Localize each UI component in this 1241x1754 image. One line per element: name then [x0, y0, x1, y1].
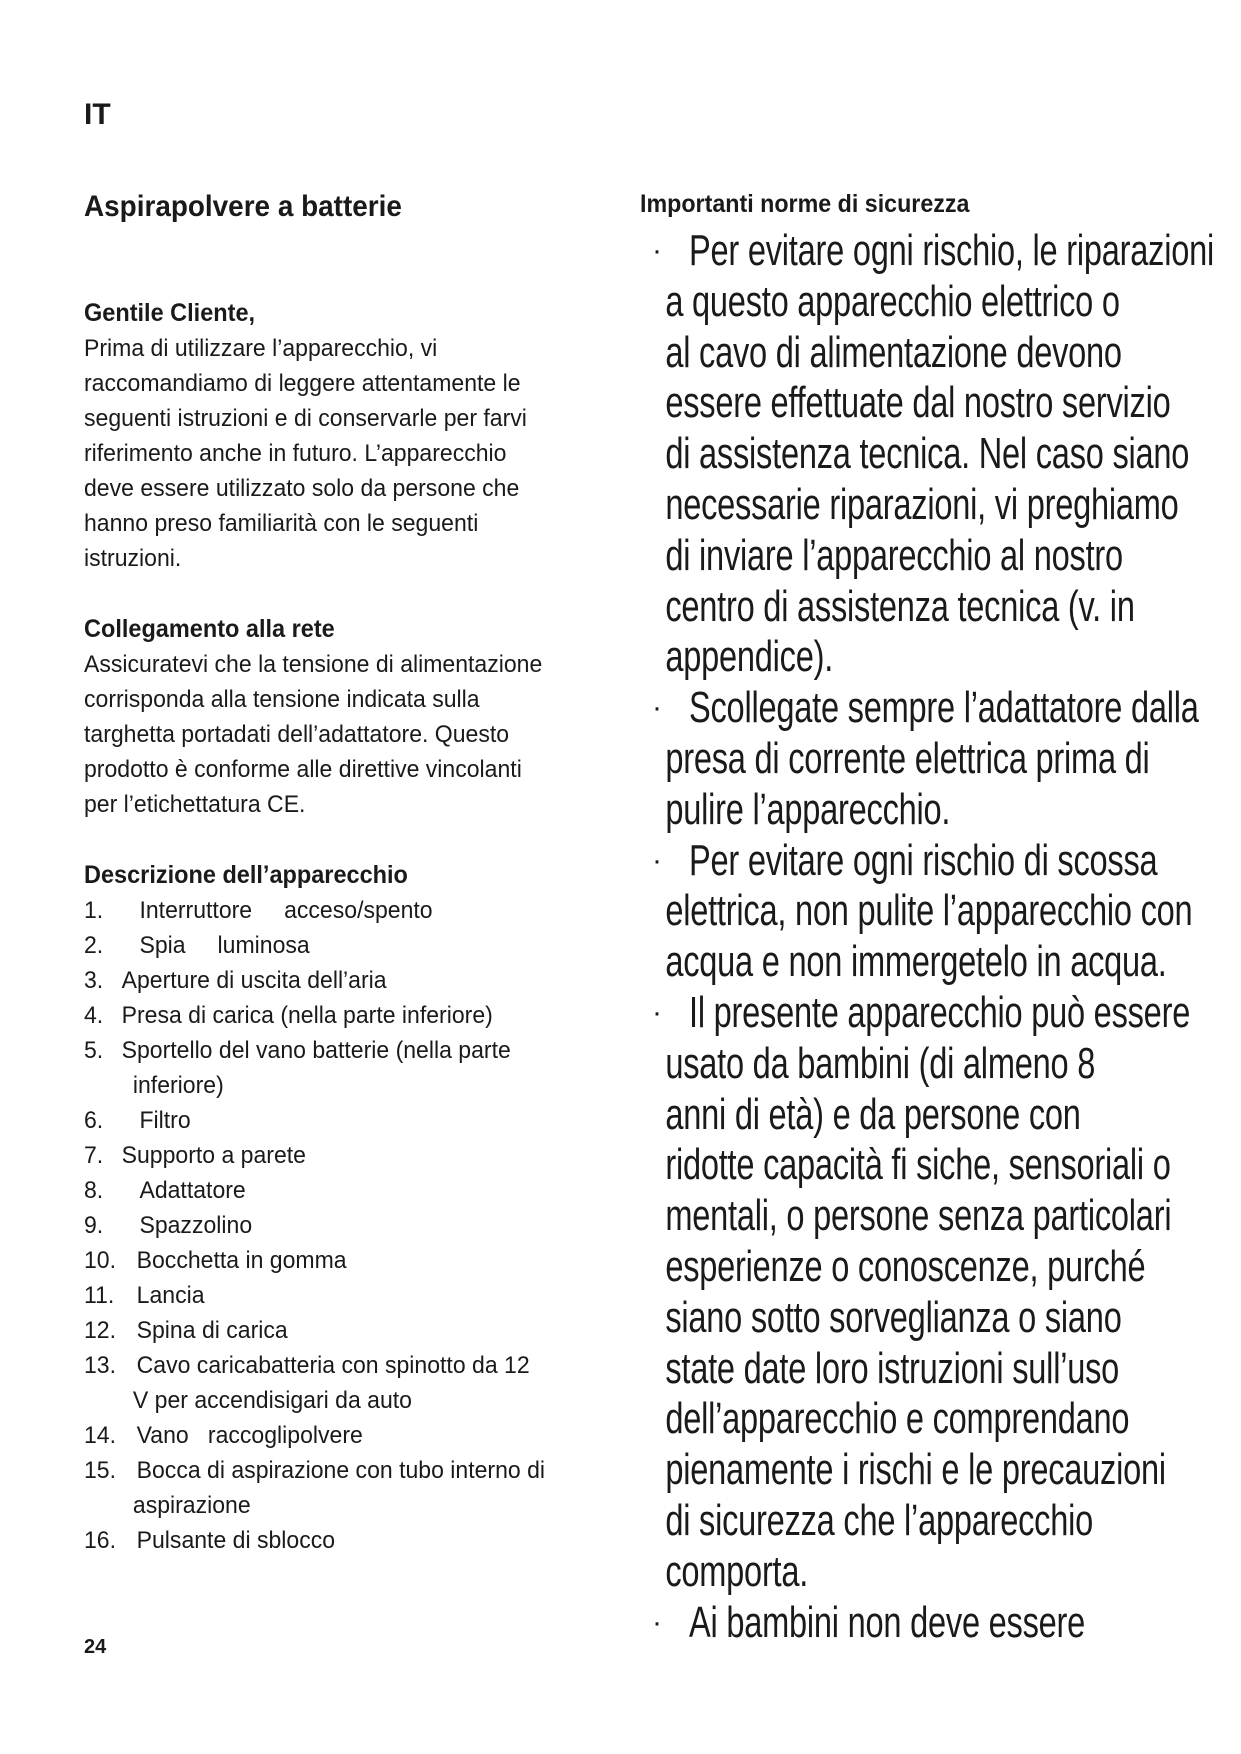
safety-line: presa di corrente elettrica prima di	[665, 733, 1150, 783]
safety-line: esperienze o conoscenze, purché	[665, 1241, 1146, 1291]
bullet-icon: ·	[652, 691, 662, 725]
list-item	[84, 1418, 592, 1453]
safety-line: ridotte capacità fi siche, sensoriali o	[665, 1140, 1171, 1190]
safety-line: anni di età) e da persone con	[665, 1089, 1081, 1139]
safety-list	[652, 226, 1212, 1648]
safety-line: centro di assistenza tecnica (v. in	[665, 581, 1135, 631]
safety-item	[652, 226, 1212, 683]
list-item	[84, 1138, 592, 1173]
list-item	[84, 1173, 592, 1208]
bullet-icon: ·	[652, 843, 662, 877]
welcome-line: istruzioni.	[84, 545, 182, 572]
safety-line: pienamente i rischi e le precauzioni	[665, 1445, 1166, 1495]
list-item	[84, 893, 592, 928]
list-item	[84, 1313, 592, 1348]
item-text: Cavo caricabatteria con spinotto da 12	[136, 1352, 530, 1379]
safety-line: comporta.	[665, 1546, 809, 1596]
item-text: Spazzolino	[139, 1212, 253, 1239]
connection-line: per l’etichettatura CE.	[84, 791, 306, 818]
connection-line: Assicuratevi che la tensione di alimentazione	[84, 651, 543, 678]
item-number: 11.	[84, 1282, 115, 1309]
safety-line: acqua e non immergetelo in acqua.	[665, 937, 1167, 987]
item-text: Aperture di uscita dell’aria	[121, 967, 387, 994]
list-item	[84, 1243, 592, 1278]
list-item	[84, 1103, 592, 1138]
parts-list	[84, 893, 592, 1558]
welcome-line: hanno preso familiarità con le seguenti	[84, 510, 479, 537]
list-item	[84, 1523, 592, 1558]
list-item	[84, 1208, 592, 1243]
item-text: Lancia	[136, 1282, 205, 1309]
item-text: Bocchetta in gomma	[136, 1247, 347, 1274]
list-item	[84, 928, 592, 963]
item-text: Presa di carica (nella parte inferiore)	[121, 1002, 493, 1029]
welcome-line: raccomandiamo di leggere attentamente le	[84, 370, 521, 397]
item-number: 7.	[84, 1142, 104, 1169]
safety-line: state date loro istruzioni sull’uso	[665, 1343, 1120, 1393]
welcome-line: riferimento anche in futuro. L’apparecchio	[84, 440, 507, 467]
list-item	[84, 1348, 592, 1383]
item-number: 9.	[84, 1212, 104, 1239]
item-text: Pulsante di sblocco	[136, 1527, 336, 1554]
safety-heading: Importanti norme di sicurezza	[640, 190, 970, 218]
safety-line: usato da bambini (di almeno 8	[665, 1038, 1096, 1088]
item-text: Sportello del vano batterie (nella parte	[121, 1037, 511, 1064]
connection-line: prodotto è conforme alle direttive vincolanti	[84, 756, 522, 783]
item-text: inferiore)	[132, 1072, 224, 1099]
safety-line: di inviare l’apparecchio al nostro	[665, 530, 1123, 580]
safety-line: elettrica, non pulite l’apparecchio con	[665, 886, 1193, 936]
safety-item	[652, 836, 1212, 988]
item-number: 1.	[84, 897, 104, 924]
safety-line: necessarie riparazioni, vi preghiamo	[665, 479, 1179, 529]
safety-line: a questo apparecchio elettrico o	[665, 276, 1120, 326]
list-item	[84, 1033, 592, 1068]
safety-item	[652, 1598, 1212, 1649]
safety-line: Ai bambini non deve essere	[689, 1597, 1086, 1647]
item-number: 5.	[84, 1037, 104, 1064]
welcome-section	[84, 296, 624, 576]
item-text: aspirazione	[132, 1492, 251, 1519]
item-number: 6.	[84, 1107, 104, 1134]
item-number: 14.	[84, 1422, 117, 1449]
item-number: 4.	[84, 1002, 104, 1029]
item-text: Bocca di aspirazione con tubo interno di	[136, 1457, 546, 1484]
welcome-heading: Gentile Cliente,	[84, 299, 256, 327]
bullet-icon: ·	[652, 995, 662, 1029]
connection-paragraph	[84, 647, 592, 822]
item-text: Vano raccoglipolvere	[136, 1422, 363, 1449]
connection-line: targhetta portadati dell’adattatore. Questo	[84, 721, 510, 748]
item-number: 3.	[84, 967, 104, 994]
welcome-paragraph	[84, 331, 592, 576]
list-item-continuation	[84, 1068, 592, 1103]
safety-item	[652, 683, 1212, 835]
safety-line: pulire l’apparecchio.	[665, 784, 951, 834]
item-text: Supporto a parete	[121, 1142, 306, 1169]
item-number: 2.	[84, 932, 104, 959]
welcome-line: deve essere utilizzato solo da persone che	[84, 475, 520, 502]
safety-line: essere effettuate dal nostro servizio	[665, 378, 1171, 428]
item-number: 15.	[84, 1457, 117, 1484]
safety-line: siano sotto sorveglianza o siano	[665, 1292, 1122, 1342]
item-number: 16.	[84, 1527, 117, 1554]
item-number: 8.	[84, 1177, 104, 1204]
bullet-icon: ·	[652, 1605, 662, 1639]
item-text: V per accendisigari da auto	[132, 1387, 412, 1414]
safety-line: di sicurezza che l’apparecchio	[665, 1495, 1094, 1545]
list-item	[84, 998, 592, 1033]
item-text: Adattatore	[139, 1177, 246, 1204]
safety-line: al cavo di alimentazione devono	[665, 327, 1122, 377]
connection-line: corrisponda alla tensione indicata sulla	[84, 686, 480, 713]
safety-line: dell’apparecchio e comprendano	[665, 1394, 1130, 1444]
safety-line: appendice).	[665, 632, 834, 682]
item-number: 12.	[84, 1317, 117, 1344]
document-title: Aspirapolvere a batterie	[84, 190, 402, 223]
list-item-continuation	[84, 1488, 592, 1523]
description-heading: Descrizione dell’apparecchio	[84, 861, 408, 889]
bullet-icon: ·	[652, 234, 662, 267]
description-section	[84, 858, 624, 1558]
safety-item	[652, 988, 1212, 1598]
item-text: Interruttore acceso/spento	[139, 897, 433, 924]
safety-line: mentali, o persone senza particolari	[665, 1191, 1172, 1241]
item-number: 10.	[84, 1247, 117, 1274]
item-text: Filtro	[139, 1107, 191, 1134]
safety-line: di assistenza tecnica. Nel caso siano	[665, 429, 1190, 479]
list-item	[84, 1278, 592, 1313]
item-text: Spia luminosa	[139, 932, 310, 959]
safety-line: Per evitare ogni rischio, le riparazioni	[689, 226, 1214, 275]
safety-line: Scollegate sempre l’adattatore dalla	[689, 683, 1199, 733]
list-item	[84, 963, 592, 998]
safety-line: Il presente apparecchio può essere	[689, 987, 1191, 1037]
page-number: 24	[84, 1636, 107, 1658]
connection-heading: Collegamento alla rete	[84, 615, 335, 643]
welcome-line: seguenti istruzioni e di conservarle per farvi	[84, 405, 527, 432]
list-item-continuation	[84, 1383, 592, 1418]
welcome-line: Prima di utilizzare l’apparecchio, vi	[84, 335, 438, 362]
item-number: 13.	[84, 1352, 117, 1379]
language-code: IT	[84, 98, 111, 131]
connection-section	[84, 612, 624, 822]
item-text: Spina di carica	[136, 1317, 288, 1344]
safety-line: Per evitare ogni rischio di scossa	[689, 835, 1158, 885]
list-item	[84, 1453, 592, 1488]
